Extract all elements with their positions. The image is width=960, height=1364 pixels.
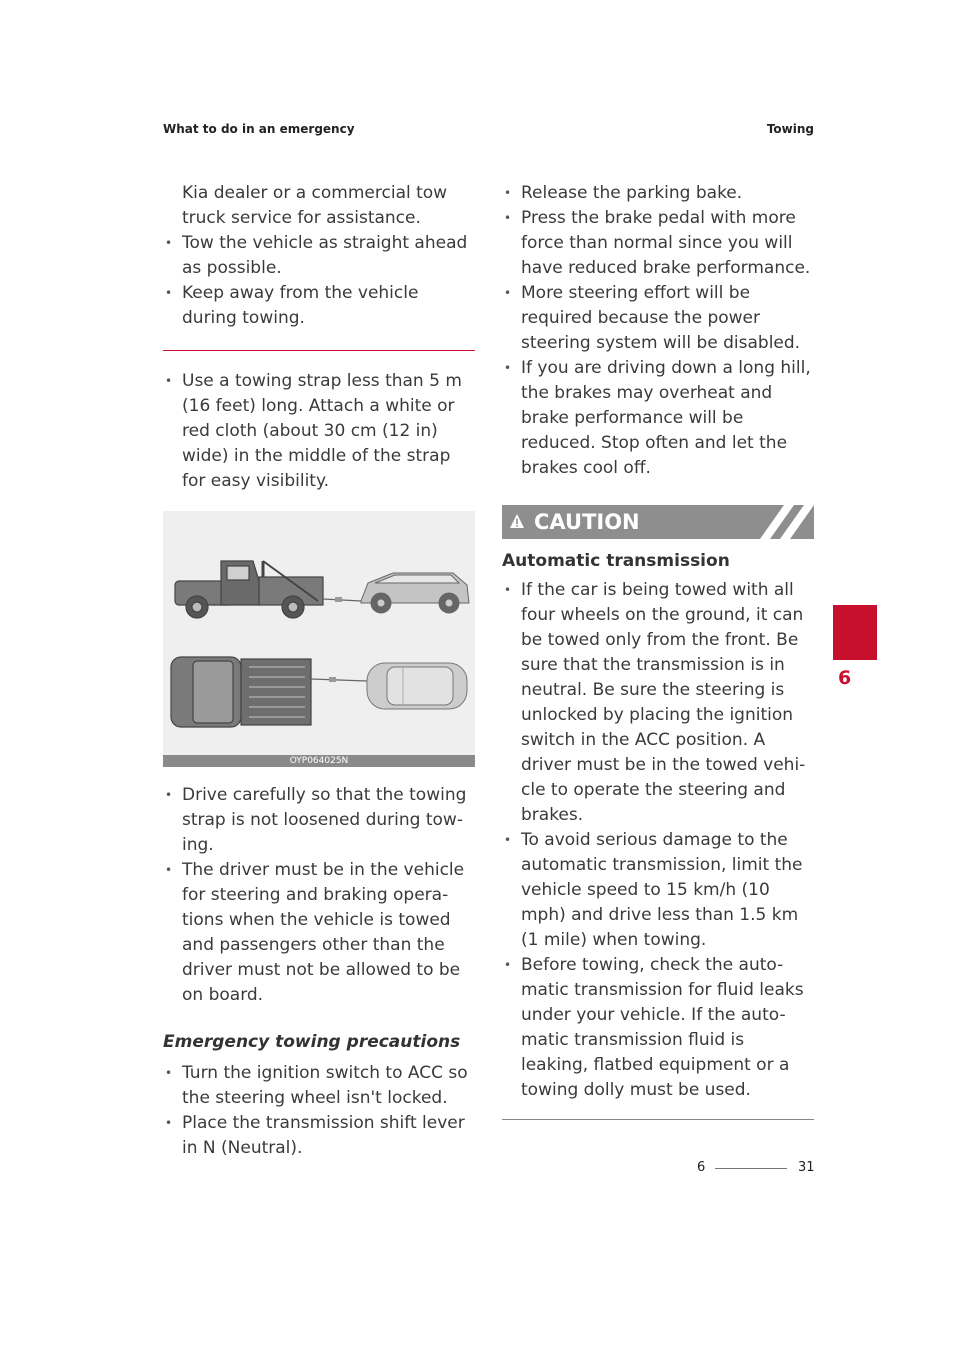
figure-code: OYP064025N	[163, 755, 475, 767]
list-item: • If you are driving down a long hill, the brakes may overheat and brake performance will be reduced. Stop often and let the brakes cool off.	[502, 356, 814, 481]
chapter-tab-number: 6	[838, 667, 852, 689]
list-item: • To avoid serious damage to the automatic transmission, limit the vehicle speed to 15 km/h (10 mph) and drive less than 1.5 km (1 mile) when towing.	[502, 828, 814, 953]
tow-truck-top	[171, 657, 311, 727]
list-item: • Release the parking bake.	[502, 181, 814, 206]
list-item: • The driver must be in the vehicle for steering and braking opera-tions when the vehicle is towed and passengers other than the driver must not be allowed to be on board.	[163, 858, 475, 1008]
list-item: • Drive carefully so that the towing strap is not loosened during tow-ing.	[163, 783, 475, 858]
list-item: • If the car is being towed with all four wheels on the ground, it can be towed only from the front. Be sure that the transmission is in neutral. Be sure the steering is unlocked by placing the ignition switch in the ACC position. A driver must be in the towed vehi-cle to operate the steering and brakes.	[502, 578, 814, 828]
tow-truck-diagram	[163, 511, 475, 755]
right-column	[502, 181, 814, 1120]
tow-truck-side	[175, 561, 323, 618]
warning-triangle-icon	[509, 513, 525, 529]
bullet-list	[502, 181, 814, 481]
list-item: • Keep away from the vehicle during towing.	[163, 281, 475, 331]
warning-divider	[163, 350, 475, 351]
list-item: • Place the transmission shift lever in N (Neutral).	[163, 1111, 475, 1161]
continued-text: Kia dealer or a commercial tow truck service for assistance.	[182, 183, 448, 228]
strap-cloth-marker	[335, 597, 342, 602]
towing-illustration	[163, 511, 475, 767]
caution-label: CAUTION	[534, 510, 640, 534]
caution-end-divider	[502, 1119, 814, 1120]
list-item: • Use a towing strap less than 5 m (16 feet) long. Attach a white or red cloth (about 30 cm (12 in) wide) in the middle of the strap for easy visibility.	[163, 369, 475, 494]
towed-car-top	[367, 663, 467, 709]
caution-subheading: Automatic transmission	[502, 551, 730, 571]
footer-section-number: 6	[697, 1160, 706, 1175]
bullet-list	[163, 1061, 475, 1161]
left-column	[163, 181, 475, 1161]
footer-divider	[715, 1168, 787, 1169]
running-header-section: What to do in an emergency	[163, 122, 355, 136]
bullet-list	[163, 783, 475, 1008]
section-subheading: Emergency towing precautions	[163, 1032, 461, 1052]
strap-cloth-marker-top	[329, 677, 336, 682]
list-item: • More steering effort will be required because the power steering system will be disabled.	[502, 281, 814, 356]
caution-banner	[502, 505, 814, 539]
list-item: • Tow the vehicle as straight ahead as possible.	[163, 231, 475, 281]
list-item: • Before towing, check the auto-matic transmission for fluid leaks under your vehicle. If the auto-matic transmission fluid is leaking, flatbed equipment or a towing dolly must be used.	[502, 953, 814, 1103]
bullet-list	[502, 578, 814, 1103]
caution-stripes-icon	[760, 505, 814, 539]
towed-car-side	[361, 573, 469, 613]
tow-strap-top	[311, 679, 367, 681]
bullet-list	[163, 369, 475, 494]
running-header-topic: Towing	[766, 122, 814, 136]
bullet-list	[163, 231, 475, 331]
footer-page-number: 31	[798, 1160, 815, 1175]
list-item: • Press the brake pedal with more force than normal since you will have reduced brake performance.	[502, 206, 814, 281]
list-item: • Turn the ignition switch to ACC so the steering wheel isn't locked.	[163, 1061, 475, 1111]
